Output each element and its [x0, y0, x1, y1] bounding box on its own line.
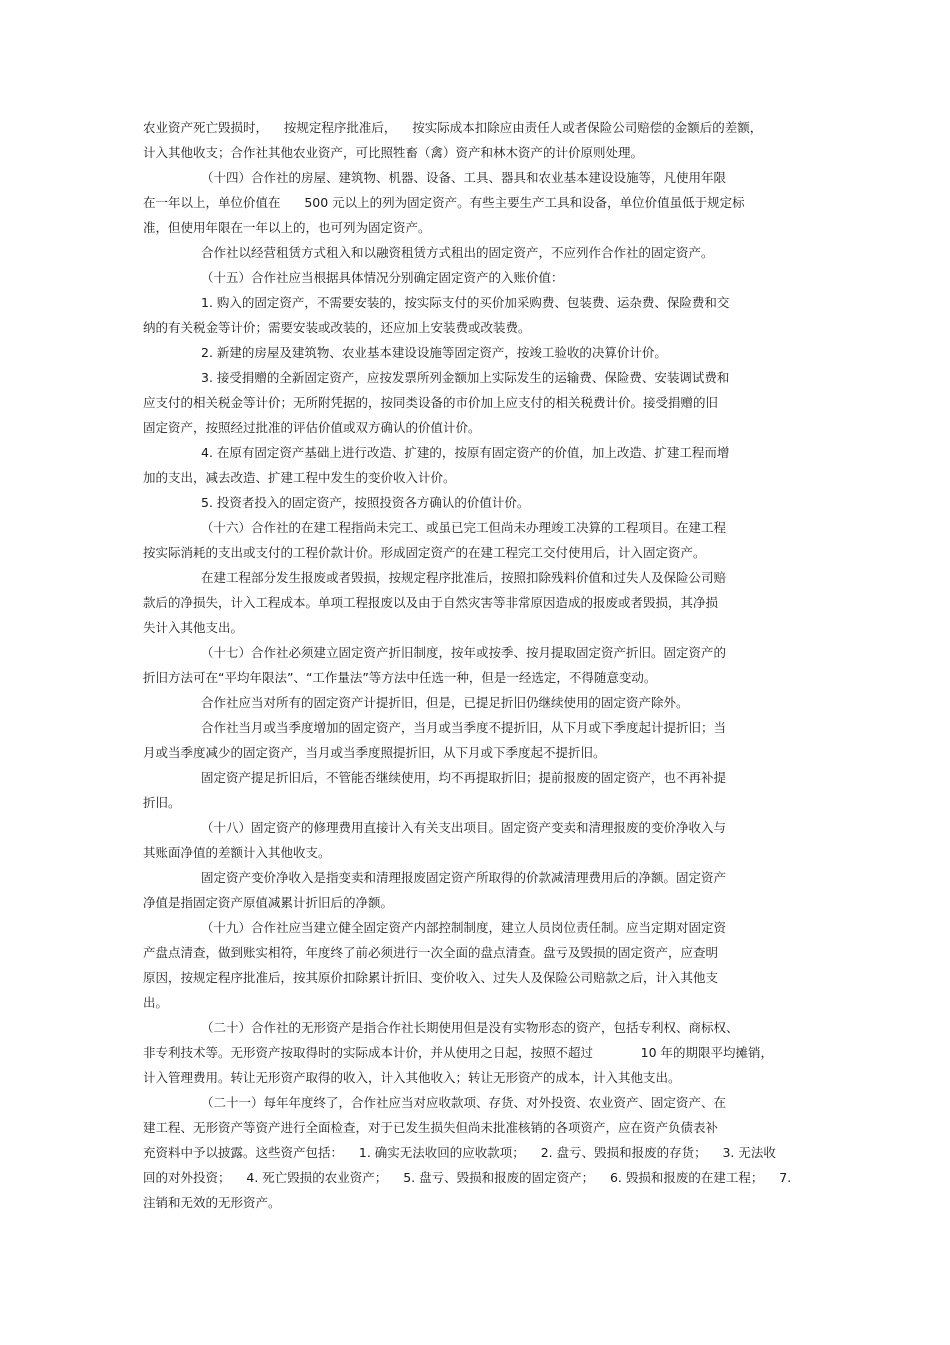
text-line: 充资料中予以披露。这些资产包括： 1. 确实无法收回的应收款项； 2. 盘亏、毁损和报废的存货； 3. 无法收 [143, 1145, 776, 1160]
text-line: （二十）合作社的无形资产是指合作社长期使用但是没有实物形态的资产，包括专利权、商标权、 [201, 1020, 739, 1035]
text-line: 2. 新建的房屋及建筑物、农业基本建设设施等固定资产，按竣工验收的决算价计价。 [201, 345, 667, 360]
text-line: 固定资产变价净收入是指变卖和清理报废固定资产所取得的价款减清理费用后的净额。固定资产 [201, 870, 727, 885]
text-line: 合作社以经营租赁方式租入和以融资租赁方式租出的固定资产，不应列作合作社的固定资产。 [201, 245, 714, 260]
text-line: 4. 在原有固定资产基础上进行改造、扩建的，按原有固定资产的价值，加上改造、扩建工程而增 [201, 445, 730, 460]
text-line: 非专利技术等。无形资产按取得时的实际成本计价，并从使用之日起，按照不超过 10 年的期限平均摊销， [143, 1045, 774, 1060]
text-line: 注销和无效的无形资产。 [143, 1195, 281, 1210]
text-line: 净值是指固定资产原值减累计折旧后的净额。 [143, 895, 394, 910]
text-line: 加的支出，减去改造、扩建工程中发生的变价收入计价。 [143, 470, 456, 485]
text-line: 折旧方法可在“平均年限法”、“工作量法”等方法中任选一种，但是一经选定，不得随意变动。 [143, 670, 657, 685]
text-line: 准，但使用年限在一年以上的，也可列为固定资产。 [143, 220, 431, 235]
text-line: 建工程、无形资产等资产进行全面检查，对于已发生损失但尚未批准核销的各项资产，应在资产负债表补 [143, 1120, 719, 1135]
text-line: 1. 购入的固定资产，不需要安装的，按实际支付的买价加采购费、包装费、运杂费、保险费和交 [201, 295, 730, 310]
text-line: 农业资产死亡毁损时， 按规定程序批准后， 按实际成本扣除应由责任人或者保险公司赔偿的金额后的差额， [143, 120, 763, 135]
text-line: 月或当季度减少的固定资产，当月或当季度照提折旧，从下月或下季度起不提折旧。 [143, 745, 606, 760]
text-line: 在建工程部分发生报废或者毁损，按规定程序批准后，按照扣除残料价值和过失人及保险公司赔 [201, 570, 727, 585]
text-line: 产盘点清查，做到账实相符，年度终了前必须进行一次全面的盘点清查。盘亏及毁损的固定资产，应查明 [143, 945, 719, 960]
text-line: 款后的净损失，计入工程成本。单项工程报废以及由于自然灾害等非常原因造成的报废或者毁损，其净损 [143, 595, 719, 610]
text-line: 出。 [143, 995, 169, 1010]
text-line: 应支付的相关税金等计价；无所附凭据的，按同类设备的市价加上应支付的相关税费计价。接受捐赠的旧 [143, 395, 719, 410]
text-line: 其账面净值的差额计入其他收支。 [143, 845, 331, 860]
text-line: 5. 投资者投入的固定资产，按照投资各方确认的价值计价。 [201, 495, 530, 510]
text-line: 在一年以上，单位价值在 500 元以上的列为固定资产。有些主要生产工具和设备，单位价值虽低于规定标 [143, 195, 745, 210]
text-line: （十八）固定资产的修理费用直接计入有关支出项目。固定资产变卖和清理报废的变价净收入与 [201, 820, 727, 835]
text-line: 失计入其他支出。 [143, 620, 244, 635]
text-line: 固定资产，按照经过批准的评估价值或双方确认的价值计价。 [143, 420, 481, 435]
text-line: 合作社应当对所有的固定资产计提折旧，但是，已提足折旧仍继续使用的固定资产除外。 [201, 695, 689, 710]
text-line: （十六）合作社的在建工程指尚未完工、或虽已完工但尚未办理竣工决算的工程项目。在建工程 [201, 520, 727, 535]
text-line: 固定资产提足折旧后，不管能否继续使用，均不再提取折旧；提前报废的固定资产，也不再补提 [201, 770, 727, 785]
text-line: 折旧。 [143, 795, 181, 810]
text-line: 原因，按规定程序批准后，按其原价扣除累计折旧、变价收入、过失人及保险公司赔款之后，计入其他支 [143, 970, 719, 985]
text-line: 计入管理费用。转让无形资产取得的收入，计入其他收入；转让无形资产的成本，计入其他支出。 [143, 1070, 681, 1085]
text-line: 计入其他收支；合作社其他农业资产，可比照牲畜（禽）资产和林木资产的计价原则处理。 [143, 145, 644, 160]
text-line: 纳的有关税金等计价；需要安装或改装的，还应加上安装费或改装费。 [143, 320, 531, 335]
text-line: （十五）合作社应当根据具体情况分别确定固定资产的入账价值： [201, 270, 564, 285]
text-line: 按实际消耗的支出或支付的工程价款计价。形成固定资产的在建工程完工交付使用后，计入固定资产。 [143, 545, 706, 560]
text-line: （二十一）每年年度终了，合作社应当对应收款项、存货、对外投资、农业资产、固定资产、在 [201, 1095, 727, 1110]
text-line: 合作社当月或当季度增加的固定资产，当月或当季度不提折旧，从下月或下季度起计提折旧；当 [201, 720, 727, 735]
text-line: （十九）合作社应当建立健全固定资产内部控制制度，建立人员岗位责任制。应当定期对固定资 [201, 920, 727, 935]
text-line: （十四）合作社的房屋、建筑物、机器、设备、工具、器具和农业基本建设设施等，凡使用年限 [201, 170, 727, 185]
text-line: （十七）合作社必须建立固定资产折旧制度，按年或按季、按月提取固定资产折旧。固定资产的 [201, 645, 727, 660]
text-line: 回的对外投资； 4. 死亡毁损的农业资产； 5. 盘亏、毁损和报废的固定资产； 6. 毁损和报废的在建工程； 7. [143, 1170, 792, 1185]
text-line: 3. 接受捐赠的全新固定资产，应按发票所列金额加上实际发生的运输费、保险费、安装调试费和 [201, 370, 730, 385]
